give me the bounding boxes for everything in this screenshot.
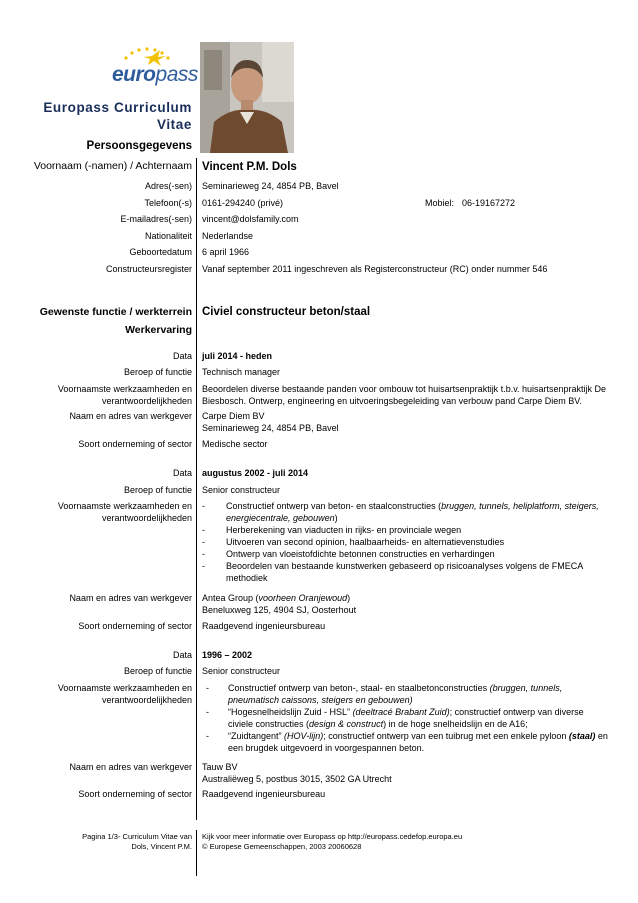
job2-date: augustus 2002 - juli 2014 [202,468,309,478]
tasks-label-line1: Voornaamste werkzaamheden en [57,501,192,511]
employer-label: Naam en adres van werkgever [69,593,192,603]
job3-sector: Raadgevend ingenieursbureau [202,789,326,799]
job1-tasks-line2: Biesbosch. Ontwerp, engineering en uitvoeringsbegeleiding van verbouw pand Carpe Diem BV. [202,396,582,406]
job1-tasks [202,383,622,407]
cv-title [40,99,192,133]
job1-tasks-line1: Beoordelen diverse bestaande panden voor ombouw tot huisartsenpraktijk t.b.v. huisartsenpraktijk De [202,384,607,394]
role-label: Beroep of functie [123,485,192,495]
birthdate-label: Geboortedatum [129,247,192,257]
job3-role: Senior constructeur [202,666,281,676]
desired-function-label: Gewenste functie / werkterrein [39,306,192,318]
sector-label: Soort onderneming of sector [78,789,192,799]
job3-employer [202,761,622,785]
job1-employer-address: Seminarieweg 24, 4854 PB, Bavel [202,423,339,433]
section-heading-experience: Werkervaring [125,324,192,336]
profile-photo [200,42,294,153]
footer-europass-link[interactable]: Kijk voor meer informatie over Europass op http://europass.cedefop.europa.eu [202,832,463,841]
date-label: Data [172,468,192,478]
job2-tasks [202,500,622,584]
role-label: Beroep of functie [123,666,192,676]
desired-function-value: Civiel constructeur beton/staal [202,306,371,318]
birthdate-value: 6 april 1966 [202,247,250,257]
list-item: - “Zuidtangent” (HOV-lijn); constructief ontwerp van een tuibrug met een enkele pyloon (staal) en een brugdek uitgevoerd in voorgespannen beton. [202,730,622,754]
tasks-label-line1: Voornaamste werkzaamheden en [57,384,192,394]
job2-role: Senior constructeur [202,485,281,495]
job3-tasks [202,682,622,754]
registry-value: Vanaf september 2011 ingeschreven als Registerconstructeur (RC) onder nummer 546 [202,264,548,274]
job1-date: juli 2014 - heden [202,351,273,361]
job1-role: Technisch manager [202,367,281,377]
tasks-label-line1: Voornaamste werkzaamheden en [57,683,192,693]
nationality-label: Nationaliteit [144,231,192,241]
role-label: Beroep of functie [123,367,192,377]
job3-date: 1996 – 2002 [202,650,253,660]
name-value: Vincent P.M. Dols [202,161,297,173]
list-item: - Uitvoeren van second opinion, haalbaarheids- en alternatievenstudies [202,536,622,548]
job1-employer [202,410,622,434]
sector-label: Soort onderneming of sector [78,439,192,449]
job3-task-list [202,682,622,754]
tasks-label [20,383,192,407]
mobile-label: Mobiel: [425,198,455,208]
name-label: Voornaam (-namen) / Achternaam [33,160,192,172]
nationality-value: Nederlandse [202,231,254,241]
job3-employer-name: Tauw BV [202,762,238,772]
employer-label: Naam en adres van werkgever [69,411,192,421]
email-label: E-mailadres(-sen) [120,214,192,224]
registry-label: Constructeursregister [105,264,192,274]
tasks-label [20,682,192,706]
email-value: vincent@dolsfamily.com [202,214,299,224]
logo-text-pass: pass [155,63,198,86]
footer-europass-info [202,832,602,852]
job2-sector: Raadgevend ingenieursbureau [202,621,326,631]
job3-employer-address: Australiëweg 5, postbus 3015, 3502 GA Utrecht [202,774,392,784]
address-label: Adres(-sen) [144,181,192,191]
tasks-label-line2: verantwoordelijkheden [101,513,192,523]
footer-page-line2: Dols, Vincent P.M. [131,842,192,851]
list-item: - Constructief ontwerp van beton-, staal- en staalbetonconstructies (bruggen, tunnels, pneumatisch caissons, steigers en gebouwen) [202,682,622,706]
job1-employer-name: Carpe Diem BV [202,411,265,421]
list-item: - Ontwerp van vloeistofdichte betonnen constructies en verhardingen [202,548,622,560]
section-heading-personal: Persoonsgegevens [86,140,192,152]
sector-label: Soort onderneming of sector [78,621,192,631]
footer-divider [196,830,197,876]
column-divider [196,158,197,820]
footer-page-line1: Pagina 1/3- Curriculum Vitae van [82,832,192,841]
list-item: - Constructief ontwerp van beton- en staalconstructies (bruggen, tunnels, heliplatform, steigers, energiecentrale, gebouwen) [202,500,622,524]
job2-employer-name: Antea Group (voorheen Oranjewoud) [202,593,351,603]
europass-logo [108,44,208,94]
list-item: - Beoordelen van bestaande kunstwerken gebaseerd op risicoanalyses volgens de FMECA methodiek [202,560,622,584]
job2-employer [202,592,622,616]
address-value: Seminarieweg 24, 4854 PB, Bavel [202,181,339,191]
date-label: Data [172,351,192,361]
tasks-label-line2: verantwoordelijkheden [101,695,192,705]
tasks-label-line2: verantwoordelijkheden [101,396,192,406]
job2-employer-address: Beneluxweg 125, 4904 SJ, Oosterhout [202,605,357,615]
cv-title-line1: Europass Curriculum [43,100,192,115]
tasks-label [20,500,192,524]
cv-title-line2: Vitae [156,117,192,132]
phone-value: 0161-294240 (privé) [202,198,284,208]
footer-page-info [20,832,192,852]
mobile-value: 06-19167272 [462,198,516,208]
job1-sector: Medische sector [202,439,268,449]
list-item: - “Hogesnelheidslijn Zuid - HSL” (deeltracé Brabant Zuid); constructief ontwerp van diverse civiele constructies (design & construct) in de hoge snelheidslijn en de A16; [202,706,622,730]
phone-label: Telefoon(-s) [144,198,192,208]
footer-copyright: © Europese Gemeenschappen, 2003 20060628 [202,842,362,851]
logo-text-euro: euro [112,63,156,86]
list-item: - Herberekening van viaducten in rijks- en provinciale wegen [202,524,622,536]
employer-label: Naam en adres van werkgever [69,762,192,772]
job2-task-list [202,500,622,584]
date-label: Data [172,650,192,660]
